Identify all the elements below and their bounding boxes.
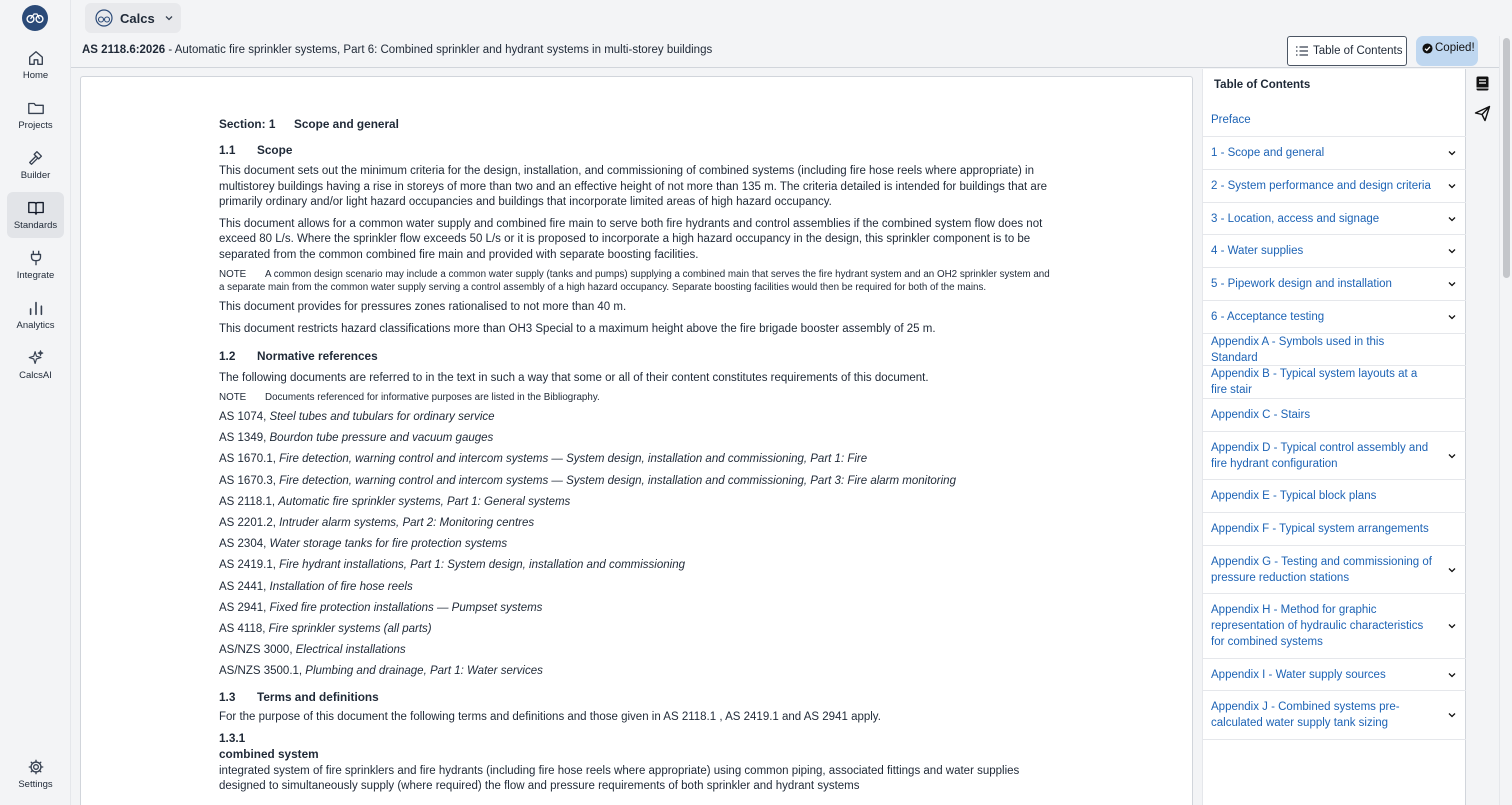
paragraph: For the purpose of this document the following terms and definitions and those given in AS 2118.1 , AS 2419.1 and AS 2941 apply. <box>219 711 881 724</box>
toc-item-appendix-d[interactable]: Appendix D - Typical control assembly and fire hydrant configuration <box>1203 432 1466 480</box>
document-header <box>71 36 1512 68</box>
chevron-down-icon[interactable] <box>1448 313 1456 321</box>
hammer-icon <box>27 149 45 167</box>
copied-toast <box>1416 36 1478 66</box>
app-name: Calcs <box>120 10 155 26</box>
plug-icon <box>27 249 45 267</box>
copied-label: Copied! <box>1435 42 1475 54</box>
chevron-down-icon[interactable] <box>1448 280 1456 288</box>
toc-item-appendix-j[interactable]: Appendix J - Combined systems pre-calculated water supply tank sizing <box>1203 691 1466 740</box>
toc-item-appendix-i[interactable]: Appendix I - Water supply sources <box>1203 659 1466 691</box>
sidebar-item-integrate[interactable] <box>7 242 64 288</box>
document-title-text: - Automatic fire sprinkler systems, Part 6: Combined sprinkler and hydrant systems in multi-storey buildings <box>165 44 713 56</box>
paragraph: This document provides for pressures zones rationalised to not more than 40 m. <box>219 301 627 313</box>
sidebar-item-home[interactable] <box>7 42 64 88</box>
note: NOTE Documents referenced for informative purposes are listed in the Bibliography. <box>219 392 600 403</box>
chevron-down-icon[interactable] <box>1448 566 1456 574</box>
toc-item-appendix-a[interactable]: Appendix A - Symbols used in this Standard <box>1203 334 1466 366</box>
chevron-down-icon[interactable] <box>1448 622 1456 630</box>
document-title <box>82 44 712 56</box>
clause-heading: 1.2 Normative references <box>219 349 378 363</box>
scrollbar-thumb[interactable] <box>1503 38 1510 278</box>
toc-item-appendix-e[interactable]: Appendix E - Typical block plans <box>1203 480 1466 513</box>
clause-heading: 1.1 Scope <box>219 142 293 157</box>
topbar <box>71 0 1512 36</box>
chevron-down-icon <box>164 13 174 23</box>
reference-item: AS/NZS 3000, Electrical installations <box>219 644 406 657</box>
toc-item-preface[interactable]: Preface <box>1203 104 1466 137</box>
toc-item-section-4[interactable]: 4 - Water supplies <box>1203 235 1466 268</box>
reference-item: AS 1074, Steel tubes and tubulars for ordinary service <box>219 411 495 423</box>
reference-item: AS 2304, Water storage tanks for fire protection systems <box>219 538 508 551</box>
chevron-down-icon[interactable] <box>1448 452 1456 460</box>
toc-item-section-1[interactable]: 1 - Scope and general <box>1203 137 1466 170</box>
paragraph: This document sets out the minimum criteria for the design, installation, and commissioning of combined systems (including fire hose reels where appropriate) in multistorey buildings having a rise in storeys of more than two and an effective height of not more than 135 m. The criteria detailed is intended for buildings that are primarily ordinary and/or light hazard occupancies and buildings that incorporate limited areas of high hazard occupancy. <box>219 165 1048 208</box>
document-code: AS 2118.6:2026 <box>82 44 166 56</box>
reference-item: AS 2201.2, Intruder alarm systems, Part 2: Monitoring centres <box>219 516 535 529</box>
chevron-down-icon[interactable] <box>1448 215 1456 223</box>
chevron-down-icon[interactable] <box>1448 711 1456 719</box>
table-of-contents-button[interactable] <box>1287 36 1407 66</box>
sidebar-item-label: Home <box>22 70 49 81</box>
sidebar-item-label: CalcsAI <box>19 370 52 381</box>
document-viewer[interactable] <box>80 76 1193 805</box>
toc-item-appendix-g[interactable]: Appendix G - Testing and commissioning of pressure reduction stations <box>1203 546 1466 594</box>
clause-heading: 1.3 Terms and definitions <box>219 689 379 704</box>
paragraph: This document allows for a common water supply and combined fire main to serve both fire hydrants and control assemblies if the combined system flow does not exceed 80 L/s. Where the sprinkler flow exceeds 50 L/s or it is proposed to incorporate a high hazard occupancy in the design, this sprinkler component is to be separated from the common combined fire main and provided with separate boosting facilities. <box>219 217 1043 261</box>
sidebar-item-builder[interactable] <box>7 142 64 188</box>
sidebar-item-label: Integrate <box>16 270 55 281</box>
reference-item: AS 2419.1, Fire hydrant installations, Part 1: System design, installation and commissioning <box>219 559 685 572</box>
toc-item-section-6[interactable]: 6 - Acceptance testing <box>1203 301 1466 334</box>
app-switcher[interactable] <box>85 3 181 33</box>
home-icon <box>27 49 45 67</box>
list-icon <box>1296 46 1308 56</box>
toc-item-appendix-c[interactable]: Appendix C - Stairs <box>1203 399 1466 432</box>
paragraph: The following documents are referred to in the text in such a way that some or all of their content constitutes requirements of this document. <box>219 371 929 384</box>
sidebar-item-label: Standards <box>13 220 58 231</box>
sidebar-item-standards[interactable] <box>7 192 64 238</box>
term-definition: integrated system of fire sprinklers and fire hydrants (including fire hose reels where appropriate) using common piping, associated fittings and water supplies designed to simultaneously supply (where required) the flow and pressure requirements of both sprinkler and hydrant systems <box>219 764 1020 793</box>
chevron-down-icon[interactable] <box>1448 149 1456 157</box>
toc-item-section-2[interactable]: 2 - System performance and design criteria <box>1203 170 1466 203</box>
calcs-logo-icon <box>95 9 113 27</box>
sparkle-icon <box>27 349 45 367</box>
table-of-contents-panel <box>1202 69 1466 805</box>
sidebar-item-label: Builder <box>20 170 51 181</box>
paragraph: This document restricts hazard classifications more than OH3 Special to a maximum height above the fire brigade booster assembly of 25 m. <box>219 322 936 335</box>
book-icon <box>27 199 45 217</box>
send-icon[interactable] <box>1474 105 1491 122</box>
check-circle-icon <box>1422 43 1433 54</box>
document-content <box>219 117 1055 795</box>
toc-item-appendix-f[interactable]: Appendix F - Typical system arrangements <box>1203 513 1466 546</box>
chevron-down-icon[interactable] <box>1448 182 1456 190</box>
book-icon[interactable] <box>1474 75 1491 92</box>
gear-icon <box>27 758 45 776</box>
reference-item: AS 1670.3, Fire detection, warning control and intercom systems — System design, installation and commissioning, Part 3: Fire alarm monitoring <box>219 474 956 487</box>
toc-button-label: Table of Contents <box>1313 45 1403 57</box>
note: NOTE A common design scenario may include a common water supply (tanks and pumps) supplying a combined main that serves the fire hydrant system and an OH2 sprinkler system and a separate main from the common water supply serving a control assembly of a high hazard occupancy. Separate boosting facilities would then be required for both of the mains. <box>219 269 1050 293</box>
folder-icon <box>27 99 45 117</box>
sidebar-item-label: Projects <box>18 120 53 131</box>
sidebar-item-analytics[interactable] <box>7 292 64 338</box>
chevron-down-icon[interactable] <box>1448 247 1456 255</box>
toc-item-section-5[interactable]: 5 - Pipework design and installation <box>1203 268 1466 301</box>
sidebar-item-calcsai[interactable] <box>7 342 64 388</box>
sidebar-item-projects[interactable] <box>7 92 64 138</box>
term-name: combined system <box>219 747 319 762</box>
sidebar-item-settings[interactable] <box>7 751 64 797</box>
calcs-logo-icon[interactable] <box>22 5 48 31</box>
toc-item-appendix-b[interactable]: Appendix B - Typical system layouts at a fire stair <box>1203 366 1466 399</box>
section-heading: Section: 1 Scope and general <box>219 117 399 131</box>
reference-item: AS 2441, Installation of fire hose reels <box>219 580 413 593</box>
scrollbar[interactable] <box>1499 36 1512 805</box>
reference-item: AS 2941, Fixed fire protection installations — Pumpset systems <box>219 601 543 614</box>
settings-label: Settings <box>18 779 53 790</box>
toc-item-section-3[interactable]: 3 - Location, access and signage <box>1203 203 1466 235</box>
toc-heading: Table of Contents <box>1214 79 1311 91</box>
reference-item: AS 1349, Bourdon tube pressure and vacuum gauges <box>219 432 494 445</box>
sidebar-item-label: Analytics <box>16 320 55 331</box>
sidebar <box>0 0 71 805</box>
reference-item: AS 2118.1, Automatic fire sprinkler systems, Part 1: General systems <box>219 495 571 508</box>
reference-item: AS 4118, Fire sprinkler systems (all parts) <box>219 622 432 635</box>
right-toolbar <box>1467 69 1498 805</box>
reference-item: AS 1670.1, Fire detection, warning control and intercom systems — System design, installation and commissioning, Part 1: Fire <box>219 453 868 466</box>
chevron-down-icon[interactable] <box>1448 671 1456 679</box>
references-list <box>219 410 1055 680</box>
toc-item-appendix-h[interactable]: Appendix H - Method for graphic representation of hydraulic characteristics for combined systems <box>1203 594 1466 659</box>
term-number: 1.3.1 <box>219 730 246 745</box>
reference-item: AS/NZS 3500.1, Plumbing and drainage, Part 1: Water services <box>219 665 543 678</box>
bar-chart-icon <box>27 299 45 317</box>
